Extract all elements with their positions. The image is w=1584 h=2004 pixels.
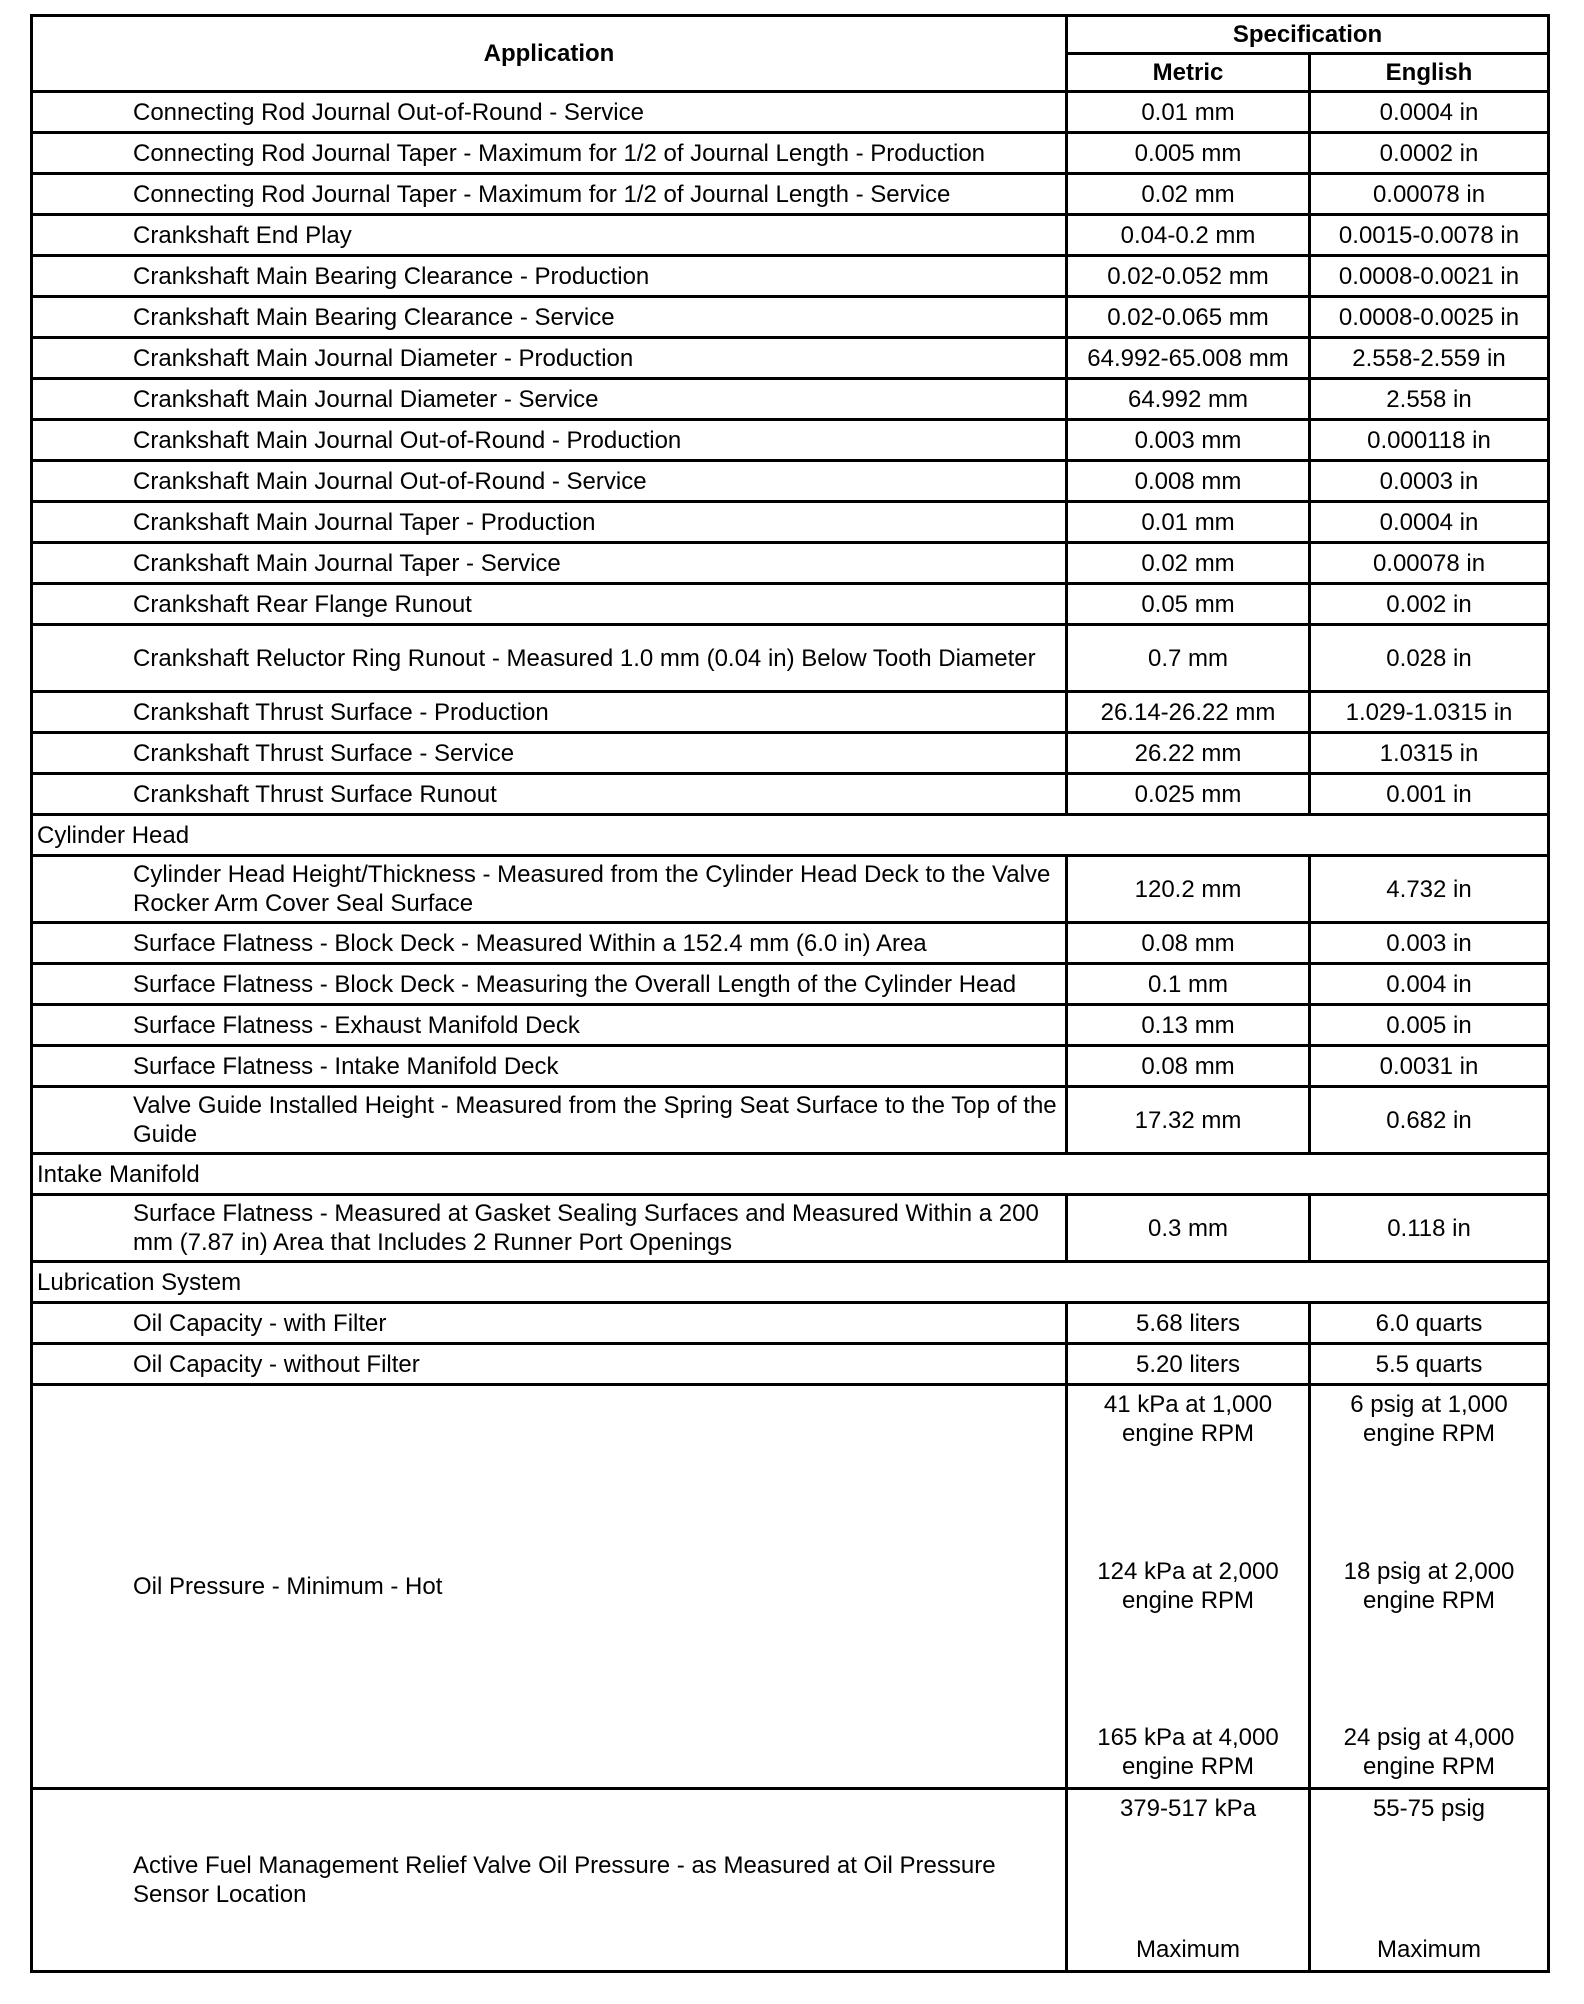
table-row (32, 692, 1549, 733)
table-row (32, 256, 1549, 297)
section-row-cylinder-head (32, 815, 1549, 856)
metric-cell: 0.02-0.065 mm (1067, 297, 1310, 338)
application-cell: Oil Pressure - Minimum - Hot (32, 1385, 1067, 1789)
section-row-lubrication-system (32, 1262, 1549, 1303)
english-cell: 0.000118 in (1310, 420, 1549, 461)
table-row (32, 625, 1549, 692)
metric-value: 124 kPa at 2,000 engine RPM (1097, 1557, 1279, 1614)
application-cell: Crankshaft Thrust Surface - Production (32, 692, 1067, 733)
specification-header: Specification (1067, 16, 1549, 54)
application-cell: Connecting Rod Journal Taper - Maximum for 1/2 of Journal Length - Service (32, 174, 1067, 215)
metric-values (1068, 1790, 1308, 1970)
metric-value: 165 kPa at 4,000 engine RPM (1097, 1724, 1279, 1780)
metric-cell (1067, 1789, 1310, 1972)
english-cell: 1.029-1.0315 in (1310, 692, 1549, 733)
metric-value: 41 kPa at 1,000 engine RPM (1103, 1391, 1273, 1447)
metric-cell: 0.05 mm (1067, 584, 1310, 625)
english-cell: 0.00078 in (1310, 174, 1549, 215)
application-cell: Oil Capacity - with Filter (32, 1303, 1067, 1344)
metric-cell: 0.005 mm (1067, 133, 1310, 174)
table-row (32, 461, 1549, 502)
application-cell: Active Fuel Management Relief Valve Oil Pressure - as Measured at Oil Pressure Sensor Location (32, 1789, 1067, 1972)
english-values (1311, 1386, 1547, 1787)
english-header: English (1310, 54, 1549, 92)
application-cell: Oil Capacity - without Filter (32, 1344, 1067, 1385)
english-cell: 0.005 in (1310, 1005, 1549, 1046)
section-title: Cylinder Head (32, 815, 1549, 856)
specification-table (30, 14, 1550, 1973)
table-row (32, 923, 1549, 964)
application-cell: Surface Flatness - Exhaust Manifold Deck (32, 1005, 1067, 1046)
english-cell: 0.0031 in (1310, 1046, 1549, 1087)
table-row (32, 502, 1549, 543)
table-row (32, 1005, 1549, 1046)
application-cell: Crankshaft Main Bearing Clearance - Service (32, 297, 1067, 338)
english-cell: 2.558 in (1310, 379, 1549, 420)
metric-cell: 0.02-0.052 mm (1067, 256, 1310, 297)
metric-cell: 0.08 mm (1067, 923, 1310, 964)
table-row (32, 774, 1549, 815)
metric-header: Metric (1067, 54, 1310, 92)
metric-cell: 17.32 mm (1067, 1087, 1310, 1154)
metric-cell: 0.3 mm (1067, 1195, 1310, 1262)
application-cell: Crankshaft Main Journal Out-of-Round - Service (32, 461, 1067, 502)
application-cell: Cylinder Head Height/Thickness - Measured from the Cylinder Head Deck to the Valve Rocker Arm Cover Seal Surface (32, 856, 1067, 923)
metric-values (1068, 1386, 1308, 1787)
table-row (32, 92, 1549, 133)
english-cell: 0.003 in (1310, 923, 1549, 964)
application-cell: Connecting Rod Journal Out-of-Round - Service (32, 92, 1067, 133)
metric-cell: 0.02 mm (1067, 543, 1310, 584)
application-cell: Crankshaft Thrust Surface - Service (32, 733, 1067, 774)
metric-value: Maximum (1135, 1936, 1240, 1963)
table-row (32, 338, 1549, 379)
english-cell: 0.028 in (1310, 625, 1549, 692)
table-row (32, 379, 1549, 420)
application-cell: Surface Flatness - Block Deck - Measured Within a 152.4 mm (6.0 in) Area (32, 923, 1067, 964)
application-cell: Crankshaft Main Journal Out-of-Round - Production (32, 420, 1067, 461)
english-cell (1310, 1789, 1549, 1972)
table-row (32, 1303, 1549, 1344)
english-cell (1310, 1385, 1549, 1789)
metric-cell: 5.68 liters (1067, 1303, 1310, 1344)
table-row-oil-pressure (32, 1385, 1549, 1789)
application-cell: Connecting Rod Journal Taper - Maximum for 1/2 of Journal Length - Production (32, 133, 1067, 174)
english-cell: 0.0004 in (1310, 92, 1549, 133)
application-cell: Crankshaft Thrust Surface Runout (32, 774, 1067, 815)
english-value: 55-75 psig (1372, 1795, 1486, 1822)
application-cell: Crankshaft Main Journal Taper - Production (32, 502, 1067, 543)
metric-cell: 0.08 mm (1067, 1046, 1310, 1087)
table-row (32, 133, 1549, 174)
application-cell: Surface Flatness - Block Deck - Measuring the Overall Length of the Cylinder Head (32, 964, 1067, 1005)
metric-cell: 0.01 mm (1067, 92, 1310, 133)
section-title: Intake Manifold (32, 1154, 1549, 1195)
table-row (32, 1087, 1549, 1154)
table-body (32, 92, 1549, 1972)
table-row (32, 733, 1549, 774)
metric-cell: 0.04-0.2 mm (1067, 215, 1310, 256)
english-cell: 1.0315 in (1310, 733, 1549, 774)
table-row (32, 1195, 1549, 1262)
application-cell: Crankshaft End Play (32, 215, 1067, 256)
english-cell: 0.118 in (1310, 1195, 1549, 1262)
metric-cell: 0.008 mm (1067, 461, 1310, 502)
english-cell: 0.001 in (1310, 774, 1549, 815)
table-row (32, 964, 1549, 1005)
table-row (32, 215, 1549, 256)
english-cell: 0.00078 in (1310, 543, 1549, 584)
metric-cell: 64.992 mm (1067, 379, 1310, 420)
metric-cell: 0.02 mm (1067, 174, 1310, 215)
table-row (32, 584, 1549, 625)
metric-cell: 0.13 mm (1067, 1005, 1310, 1046)
table-row (32, 420, 1549, 461)
english-cell: 0.682 in (1310, 1087, 1549, 1154)
english-cell: 6.0 quarts (1310, 1303, 1549, 1344)
english-cell: 0.004 in (1310, 964, 1549, 1005)
section-row-intake-manifold (32, 1154, 1549, 1195)
english-values (1311, 1790, 1547, 1970)
metric-cell: 120.2 mm (1067, 856, 1310, 923)
application-cell: Crankshaft Rear Flange Runout (32, 584, 1067, 625)
application-cell: Crankshaft Main Journal Diameter - Production (32, 338, 1067, 379)
metric-cell: 5.20 liters (1067, 1344, 1310, 1385)
english-value: 6 psig at 1,000 engine RPM (1350, 1391, 1508, 1447)
section-title: Lubrication System (32, 1262, 1549, 1303)
english-cell: 0.0015-0.0078 in (1310, 215, 1549, 256)
english-cell: 0.0008-0.0021 in (1310, 256, 1549, 297)
english-cell: 0.0003 in (1310, 461, 1549, 502)
application-cell: Crankshaft Reluctor Ring Runout - Measured 1.0 mm (0.04 in) Below Tooth Diameter (32, 625, 1067, 692)
english-cell: 2.558-2.559 in (1310, 338, 1549, 379)
metric-cell: 0.025 mm (1067, 774, 1310, 815)
table-row (32, 543, 1549, 584)
metric-cell: 64.992-65.008 mm (1067, 338, 1310, 379)
table-header (32, 16, 1549, 92)
english-value: 24 psig at 4,000 engine RPM (1343, 1724, 1515, 1780)
table-row (32, 174, 1549, 215)
metric-cell: 0.1 mm (1067, 964, 1310, 1005)
application-cell: Valve Guide Installed Height - Measured from the Spring Seat Surface to the Top of the Guide (32, 1087, 1067, 1154)
application-header: Application (32, 16, 1067, 92)
metric-cell: 26.22 mm (1067, 733, 1310, 774)
metric-cell: 0.003 mm (1067, 420, 1310, 461)
table-row-afm-relief-valve (32, 1789, 1549, 1972)
metric-cell: 0.7 mm (1067, 625, 1310, 692)
application-cell: Crankshaft Main Journal Taper - Service (32, 543, 1067, 584)
table-row (32, 1344, 1549, 1385)
application-cell: Crankshaft Main Journal Diameter - Service (32, 379, 1067, 420)
table-row (32, 297, 1549, 338)
metric-cell: 26.14-26.22 mm (1067, 692, 1310, 733)
table-row (32, 1046, 1549, 1087)
english-cell: 0.0008-0.0025 in (1310, 297, 1549, 338)
english-value: Maximum (1376, 1936, 1481, 1963)
english-cell: 0.002 in (1310, 584, 1549, 625)
english-cell: 0.0002 in (1310, 133, 1549, 174)
english-value: 18 psig at 2,000 engine RPM (1343, 1557, 1515, 1614)
english-cell: 4.732 in (1310, 856, 1549, 923)
english-cell: 5.5 quarts (1310, 1344, 1549, 1385)
application-cell: Surface Flatness - Intake Manifold Deck (32, 1046, 1067, 1087)
metric-cell (1067, 1385, 1310, 1789)
metric-cell: 0.01 mm (1067, 502, 1310, 543)
application-cell: Crankshaft Main Bearing Clearance - Production (32, 256, 1067, 297)
application-cell: Surface Flatness - Measured at Gasket Sealing Surfaces and Measured Within a 200 mm (7.87 in) Area that Includes 2 Runner Port Openings (32, 1195, 1067, 1262)
metric-value: 379-517 kPa (1119, 1795, 1257, 1822)
english-cell: 0.0004 in (1310, 502, 1549, 543)
table-row (32, 856, 1549, 923)
